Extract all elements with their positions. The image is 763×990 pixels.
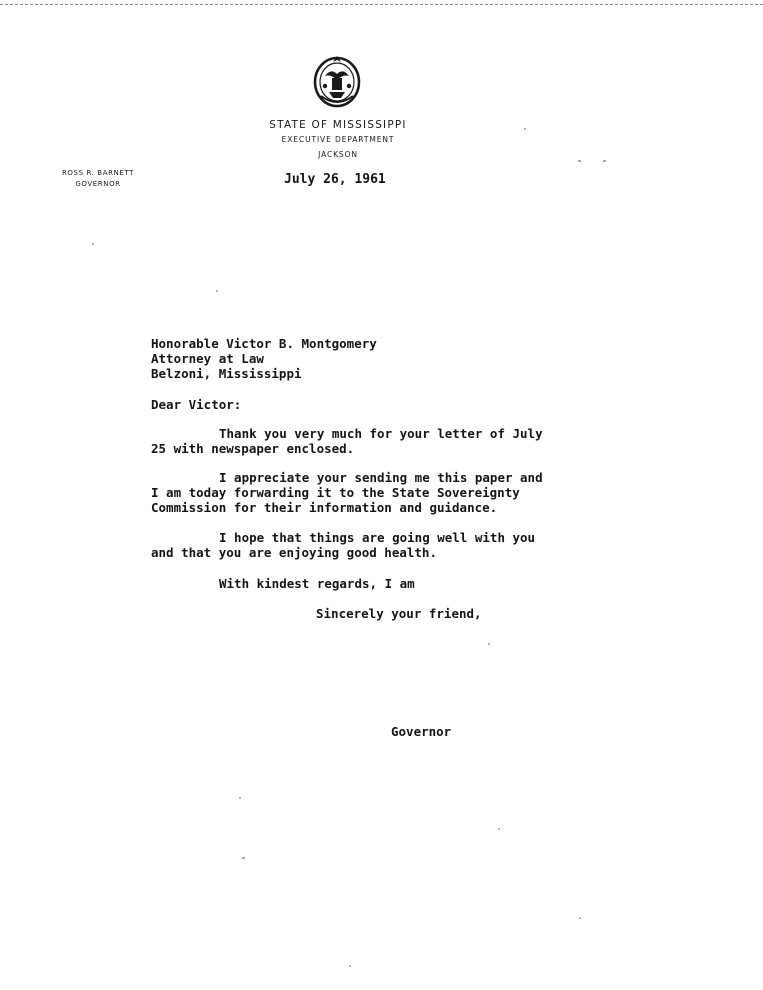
recipient-name: Honorable Victor B. Montgomery	[151, 336, 377, 351]
body-line: Thank you very much for your letter of July	[219, 426, 543, 441]
scan-speck	[92, 243, 94, 245]
scan-speck	[579, 917, 581, 919]
scan-speck	[349, 965, 351, 967]
scan-speck	[578, 160, 581, 162]
letterhead-state: STATE OF MISSISSIPPI	[269, 119, 407, 131]
body-line: 25 with newspaper enclosed.	[151, 441, 355, 456]
body-line: Commission for their information and guidance.	[151, 500, 498, 515]
governor-name: ROSS R. BARNETT	[61, 169, 135, 177]
body-line: I appreciate your sending me this paper and	[219, 470, 543, 485]
scan-speck	[498, 828, 500, 830]
closing-line: With kindest regards, I am	[219, 576, 415, 591]
recipient-title: Attorney at Law	[151, 351, 264, 366]
governor-block	[48, 168, 148, 190]
signature-title: Governor	[391, 724, 452, 739]
body-line: and that you are enjoying good health.	[151, 545, 437, 560]
body-line: I hope that things are going well with you	[219, 530, 536, 545]
letter-date: July 26, 1961	[284, 172, 386, 187]
scan-speck	[524, 128, 526, 130]
state-seal-icon	[311, 52, 363, 108]
scan-speck	[216, 290, 218, 292]
scan-speck	[488, 643, 490, 645]
scan-speck	[242, 857, 245, 859]
scan-top-edge	[0, 4, 763, 5]
letterhead	[230, 118, 446, 162]
scan-speck	[239, 797, 241, 799]
signoff: Sincerely your friend,	[316, 606, 482, 621]
letterhead-city: JACKSON	[318, 150, 358, 159]
salutation: Dear Victor:	[151, 397, 242, 412]
body-line: I am today forwarding it to the State Sovereignty	[151, 485, 520, 500]
governor-title: GOVERNOR	[75, 180, 121, 188]
scan-speck	[603, 160, 606, 162]
letterhead-department: EXECUTIVE DEPARTMENT	[281, 135, 395, 144]
recipient-location: Belzoni, Mississippi	[151, 366, 302, 381]
